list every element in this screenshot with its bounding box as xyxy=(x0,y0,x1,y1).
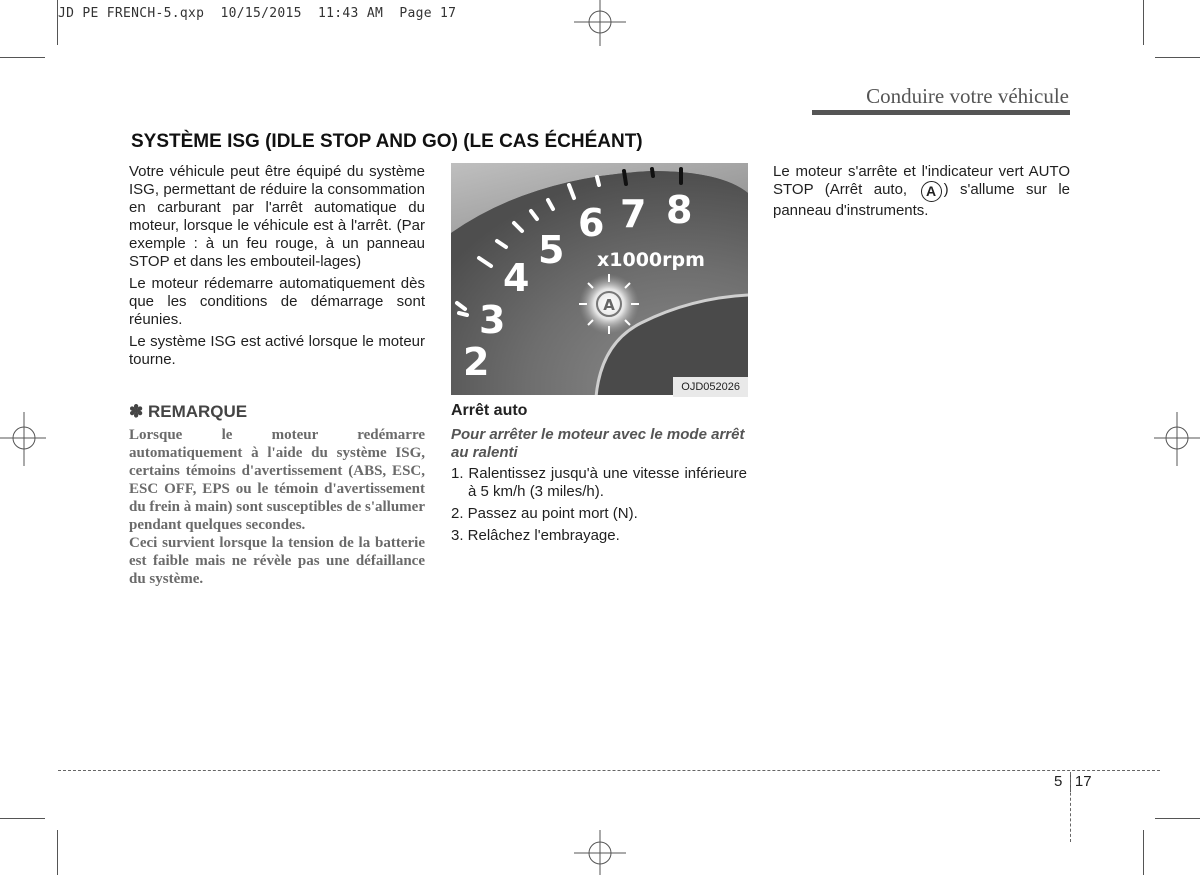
list-item: 3. Relâchez l'embrayage. xyxy=(451,527,620,544)
figure-code: OJD052026 xyxy=(681,381,740,393)
chapter-number: 5 xyxy=(1054,773,1063,790)
gauge-number: 8 xyxy=(666,188,693,232)
indicator-column xyxy=(773,163,1070,224)
indicator-paragraph xyxy=(773,163,1070,220)
auto-stop-column xyxy=(451,402,747,549)
auto-stop-subtitle: Arrêt auto xyxy=(451,402,528,419)
list-item: 1. Ralentissez jusqu'à une vitesse inférieure à 5 km/h (3 miles/h). xyxy=(451,465,747,500)
print-file-header: JD PE FRENCH-5.qxp 10/15/2015 11:43 AM Page 17 xyxy=(58,6,457,21)
intro-paragraph: Votre véhicule peut être équipé du système ISG, permettant de réduire la consommation en carburant par l'arrêt automatique du moteur, lorsque le véhicule est à l'arrêt. (Par exemple : à un feu rouge, à un panneau STOP et dans les embouteil-lages) xyxy=(129,163,425,270)
auto-stop-icon: A xyxy=(921,181,942,202)
footer-divider xyxy=(58,770,1160,771)
intro-paragraph: Le système ISG est activé lorsque le moteur tourne. xyxy=(129,333,425,368)
gauge-number: 4 xyxy=(503,256,530,300)
registration-mark-top xyxy=(570,0,630,50)
intro-column xyxy=(129,163,425,373)
auto-stop-italic-subtitle: Pour arrêter le moteur avec le mode arrêt au ralenti xyxy=(451,426,745,461)
note-paragraph: Lorsque le moteur redémarre automatiquement à l'aide du système ISG, certains témoins d'avertissement (ABS, ESC, ESC OFF, EPS ou le témoin d'avertissement du frein à main) sont susceptibles de s'allumer pendant quelques secondes. xyxy=(129,427,425,533)
steps-list xyxy=(451,465,747,545)
registration-mark-right xyxy=(1152,410,1200,470)
intro-paragraph: Le moteur rédemarre automatiquement dès que les conditions de démarrage sont réunies. xyxy=(129,275,425,328)
note-body xyxy=(129,426,425,588)
auto-stop-indicator-icon xyxy=(579,274,639,334)
gauge-unit-label: x1000rpm xyxy=(597,249,705,271)
chapter-title: Conduire votre véhicule xyxy=(866,84,1069,108)
chapter-rule xyxy=(812,110,1070,115)
page-number xyxy=(1054,773,1092,790)
gauge-number: 6 xyxy=(578,201,605,245)
tachometer-figure xyxy=(451,163,748,397)
indicator-letter: A xyxy=(603,296,615,314)
gauge-number: 5 xyxy=(538,228,565,272)
page-number-value: 17 xyxy=(1074,773,1092,790)
indicator-text-before: Le moteur s'arrête et l'indicateur vert AUTO STOP (Arrêt auto, xyxy=(773,163,1070,198)
registration-mark-left xyxy=(0,410,48,470)
gauge-number: 3 xyxy=(479,298,506,342)
gauge-number: 2 xyxy=(463,340,490,384)
indicator-text-after: ) s'allume sur le panneau d'instruments. xyxy=(773,181,1071,219)
tachometer-illustration xyxy=(451,163,748,397)
section-title: SYSTÈME ISG (IDLE STOP AND GO) (LE CAS ÉCHÉANT) xyxy=(131,131,643,152)
note-title: ✽ REMARQUE xyxy=(129,402,248,421)
gauge-number: 7 xyxy=(620,192,647,236)
note-paragraph: Ceci survient lorsque la tension de la batterie est faible mais ne révèle pas une défaillance du système. xyxy=(129,535,425,587)
list-item: 2. Passez au point mort (N). xyxy=(451,505,638,522)
registration-mark-bottom xyxy=(570,828,630,875)
